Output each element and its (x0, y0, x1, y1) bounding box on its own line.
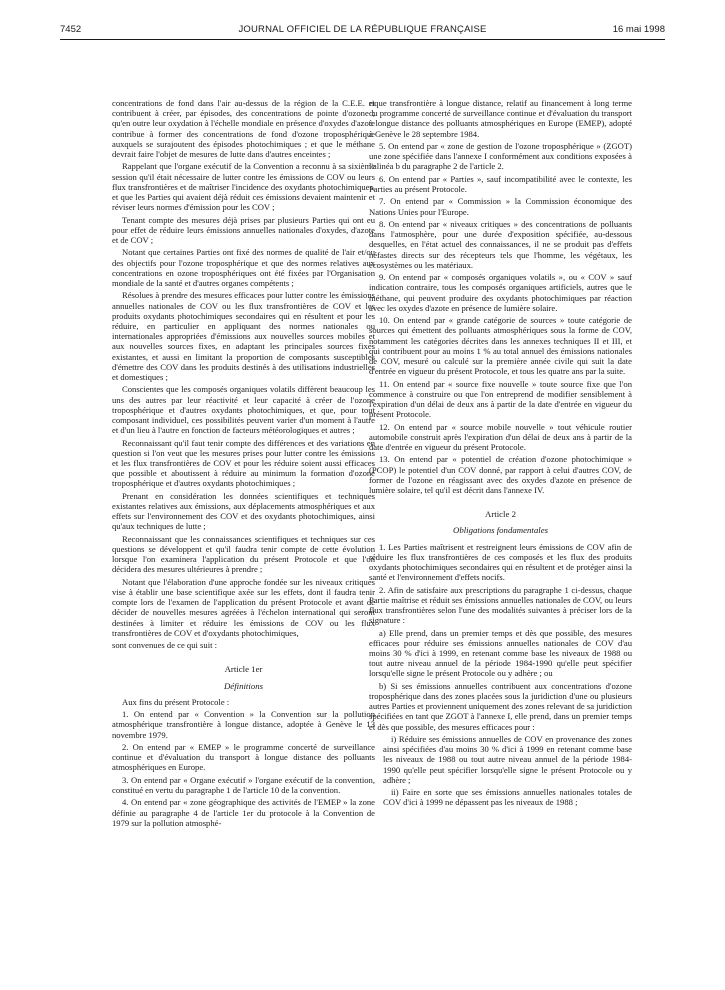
paragraph: 7. On entend par « Commission » la Commission économique des Nations Unies pour l'Europe. (369, 196, 632, 217)
page-number: 7452 (60, 24, 82, 35)
paragraph: a) Elle prend, dans un premier temps et dès que possible, des mesures efficaces pour réduire ses émissions annuelles nationales de COV d'au moins 30 % d'ici à 1999, en retenant comme base les niveaux de 1988 ou tout autre niveau annuel de la période 1984-1990 qu'elle peut spécifier lorsqu'elle signe le présent Protocole ou y adhère ; ou (369, 627, 632, 679)
paragraph: Résolues à prendre des mesures efficaces pour lutter contre les émissions annuelles nationales de COV ou les flux transfrontières de COV et les produits oxydants photochimiques secondaires qui en résultent et pour les réduire, en particulier en appliquant des normes nationales ou internationales appropriées d'émissions aux nouvelles sources mobiles et aux nouvelles sources fixes, en adaptant les principales sources fixes existantes, et aussi en limitant la proportion de composants susceptibles d'émettre des COV dans les produits destinés à des utilisations industrielles et domestiques ; (112, 290, 375, 383)
journal-title: JOURNAL OFFICIEL DE LA RÉPUBLIQUE FRANÇAISE (238, 24, 487, 35)
paragraph: 6. On entend par « Parties », sauf incompatibilité avec le contexte, les Parties au présent Protocole. (369, 173, 632, 194)
sub-item: ii) Faire en sorte que ses émissions annuelles nationales totales de COV d'ici à 1999 ne dépassent pas les niveaux de 1988 ; (383, 787, 632, 808)
paragraph: 2. Afin de satisfaire aux prescriptions du paragraphe 1 ci-dessus, chaque Partie maîtrise et réduit ses émissions annuelles nationales de COV, ou leurs flux transfrontières selon l'une des modalités suivantes à préciser lors de la signature : (369, 584, 632, 626)
left-column (112, 98, 375, 976)
paragraph: 12. On entend par « source mobile nouvelle » tout véhicule routier automobile construit après l'expiration d'un délai de deux ans à partir de la date d'entrée en vigueur du présent Protocole. (369, 421, 632, 452)
article-subheading: Définitions (223, 680, 264, 691)
issue-date: 16 mai 1998 (612, 24, 665, 35)
paragraph: sont convenues de ce qui suit : (112, 640, 218, 651)
paragraph: 1. Les Parties maîtrisent et restreignent leurs émissions de COV afin de réduire les flux transfrontières de ces composés et les flux des produits oxydants photochimiques secondaires qui en résultent et de protéger ainsi la santé et l'environnement d'effets nocifs. (369, 541, 632, 583)
page-header (60, 22, 665, 38)
paragraph: Tenant compte des mesures déjà prises par plusieurs Parties qui ont eu pour effet de réduire leurs émissions annuelles nationales d'oxydes, d'azote et de COV ; (112, 214, 375, 246)
paragraph: Prenant en considération les données scientifiques et techniques existantes relatives aux émissions, aux déplacements atmosphériques et aux effets sur l'environnement des COV et des oxydants photochimiques, ainsi qu'aux techniques de lutte ; (112, 490, 375, 532)
paragraph: 2. On entend par « EMEP » le programme concerté de surveillance continue et d'évaluation du transport à longue distance des polluants atmosphériques en Europe. (112, 742, 375, 773)
paragraph: 8. On entend par « niveaux critiques » des concentrations de polluants dans l'atmosphère, pour une durée d'exposition spécifiée, au-dessous desquelles, en l'état actuel des connaissances, il ne se produit pas d'effets néfastes directs sur des récepteurs tels que l'homme, les végétaux, les écosystèmes ou les matériaux. (369, 218, 632, 270)
paragraph: 13. On entend par « potentiel de création d'ozone photochimique » (PCOP) le potentiel d'un COV donné, par rapport à celui d'autres COV, de former de l'ozone en réagissant avec des oxydes d'azote en présence de lumière solaire, tel qu'il est décrit dans l'annexe IV. (369, 454, 632, 495)
paragraph: Notant que l'élaboration d'une approche fondée sur les niveaux critiques vise à établir une base scientifique axée sur les effets, dont il faudra tenir compte lors de l'examen de l'application du présent Protocole et avant de décider de nouvelles mesures agréées à l'échelon international qui seront destinées à limiter et réduire les émissions de COV ou les flux transfrontières de COV et d'oxydants photochimiques, (112, 576, 375, 638)
paragraph: 3. On entend par « Organe exécutif » l'organe exécutif de la convention, constitué en vertu du paragraphe 1 de l'article 10 de la convention. (112, 774, 375, 796)
right-column (369, 98, 632, 976)
paragraph: 1. On entend par « Convention » la Convention sur la pollution atmosphérique transfrontière à longue distance, adoptée à Genève le 13 novembre 1979. (112, 709, 375, 740)
paragraph: Aux fins du présent Protocole : (122, 696, 230, 707)
paragraph: 11. On entend par « source fixe nouvelle » toute source fixe que l'on commence à construire ou que l'on entreprend de modifier sensiblement à l'expiration d'un délai de deux ans à partir de la date d'entrée en vigueur du présent Protocole. (369, 378, 632, 420)
paragraph: Rappelant que l'organe exécutif de la Convention a reconnu à sa sixième session qu'il était nécessaire de lutter contre les émissions de COV ou leurs flux transfrontières et de maîtriser l'incidence des oxydants photochimiques, et que les Parties qui avaient déjà réduit ces émissions devaient maintenir et réviser leurs normes d'émission pour les COV ; (112, 161, 375, 213)
paragraph: concentrations de fond dans l'air au-dessus de la région de la C.E.E. et contribuent à créer, par épisodes, des concentrations de pointe d'ozone ; qu'en outre leur oxydation à l'échelle mondiale en présence d'oxydes d'azote contribue à former des concentrations de fond d'ozone troposphérique auxquels se surajoutent des épisodes photochimiques ; et que le méthane devrait faire l'objet de mesures de lutte dans d'autres enceintes ; (112, 98, 375, 160)
paragraph: 4. On entend par « zone géographique des activités de l'EMEP » la zone définie au paragraphe 4 de l'article 1er du protocole à la Convention de 1979 sur la pollution atmosphé- (112, 797, 375, 828)
paragraph: Notant que certaines Parties ont fixé des normes de qualité de l'air et/ou des objectifs pour l'ozone troposphérique et que des normes relatives aux concentrations en ozone troposphériques ont été fixées par l'Organisation mondiale de la santé et d'autres organes compétents ; (112, 247, 375, 289)
paragraph: 10. On entend par « grande catégorie de sources » toute catégorie de sources qui émettent des polluants atmosphériques sous la forme de COV, notamment les catégories décrites dans les annexes techniques II et III, et qui contribuent pour au moins 1 % au total annuel des émissions nationales de COV, mesuré ou calculé sur la première année civile qui suit la date d'entrée en vigueur du présent Protocole, et tous les quatre ans par la suite. (369, 315, 632, 377)
paragraph: Reconnaissant que les connaissances scientifiques et techniques sur ces questions se développent et qu'il faudra tenir compte de cette évolution lorsque l'on examinera l'application du présent Protocole et que l'on décidera des mesures ultérieures à prendre ; (112, 533, 375, 575)
sub-item: i) Réduire ses émissions annuelles de COV en provenance des zones ainsi spécifiées d'au moins 30 % d'ici à 1999 en retenant comme base les niveaux de 1988 ou tout autre niveau annuel de la période 1984-1990 qu'elle peut spécifier lorsqu'elle signe le présent Protocole ou y adhère ; (383, 734, 632, 785)
header-rule (60, 39, 665, 40)
paragraph: rique transfrontière à longue distance, relatif au financement à long terme du programme concerté de surveillance continue et d'évaluation du transport à longue distance des polluants atmosphériques en Europe (EMEP), adopté à Genève le 28 septembre 1984. (369, 98, 632, 139)
paragraph: Reconnaissant qu'il faut tenir compte des différences et des variations en question si l'on veut que les mesures prises pour lutter contre les émissions et les flux transfrontières de COV et pour les réduire soient aussi efficaces que possible et aboutissent à réduire au minimum la formation d'ozone troposphérique et d'autres oxydants photochimiques ; (112, 437, 375, 489)
paragraph: 9. On entend par « composés organiques volatils », ou « COV » sauf indication contraire, tous les composés organiques artificiels, autres que le méthane, qui peuvent produire des oxydants photochimiques par réaction avec les oxydes d'azote en présence de lumière solaire. (369, 272, 632, 313)
paragraph: b) Si ses émissions annuelles contribuent aux concentrations d'ozone troposphérique dans des zones placées sous la juridiction d'une ou plusieurs autres Parties et proviennent uniquement des zones relevant de sa juridiction spécifiées en tant que ZGOT à l'annexe I, elle prend, dans un premier temps et dès que possible, des mesures efficaces pour : (369, 680, 632, 732)
paragraph: Conscientes que les composés organiques volatils diffèrent beaucoup les uns des autres par leur réactivité et leur capacité à créer de l'ozone troposphérique et d'autres oxydants photochimiques, et que, pour tout composant individuel, ces possibilités peuvent varier d'un moment à l'autre et d'un lieu à l'autre en fonction de facteurs météorologiques et autres ; (112, 384, 375, 436)
article-heading: Article 2 (484, 509, 517, 520)
article-heading: Article 1er (224, 664, 263, 675)
article-subheading: Obligations fondamentales (452, 525, 549, 536)
paragraph: 5. On entend par « zone de gestion de l'ozone troposphérique » (ZGOT) une zone spécifiée dans l'annexe I conformément aux conditions exposées à l'alinéa b du paragraphe 2 de l'article 2. (369, 141, 632, 172)
